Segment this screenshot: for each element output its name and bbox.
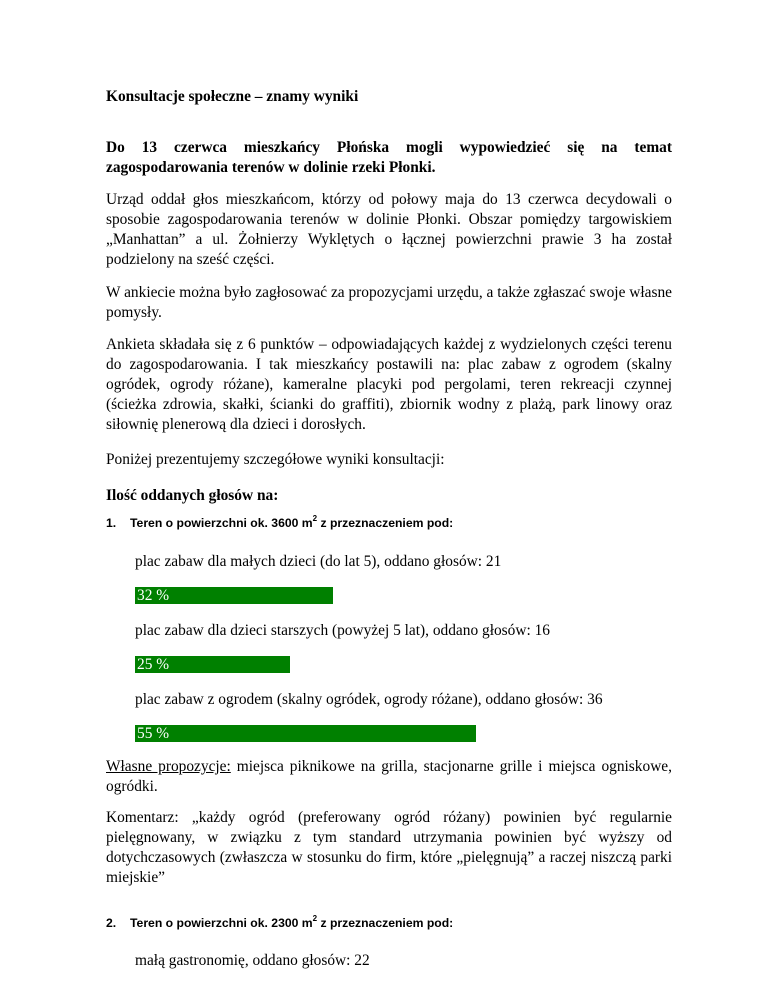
vote-item-2-bar <box>135 656 290 673</box>
section-2-heading-suffix: z przeznaczeniem pod: <box>317 916 454 930</box>
vote-item-3-label: plac zabaw z ogrodem (skalny ogródek, ogrody różane), oddano głosów: 36 <box>135 691 603 708</box>
section-2-heading-prefix: Teren o powierzchni ok. 2300 m <box>130 916 313 930</box>
section-2-heading <box>106 915 453 931</box>
vote-item-1-percent: 32 % <box>137 587 170 604</box>
vote-item-2-percent: 25 % <box>137 656 170 673</box>
survey-paragraph: W ankiecie można było zagłosować za propozycjami urzędu, a także zgłaszać swoje własne pomysły. <box>106 284 672 321</box>
details-intro: Poniżej prezentujemy szczegółowe wyniki konsultacji: <box>106 451 445 468</box>
section-2-heading-sup: 2 <box>312 913 318 923</box>
vote-item-1-bar <box>135 587 333 604</box>
vote-item-2-label: plac zabaw dla dzieci starszych (powyżej 5 lat), oddano głosów: 16 <box>135 622 550 639</box>
section-1-heading-prefix: Teren o powierzchni ok. 3600 m <box>130 516 313 530</box>
document-title: Konsultacje społeczne – znamy wyniki <box>106 88 359 105</box>
vote-item-1-label: plac zabaw dla małych dzieci (do lat 5), oddano głosów: 21 <box>135 553 502 570</box>
section-2-number: 2. <box>106 916 117 930</box>
section-1-number: 1. <box>106 516 117 530</box>
section-2-item-1-label: małą gastronomię, oddano głosów: 22 <box>135 952 370 969</box>
section-1-heading <box>106 515 453 531</box>
votes-heading: Ilość oddanych głosów na: <box>106 487 279 504</box>
section-1-heading-sup: 2 <box>312 513 318 523</box>
own-proposals-text: miejsca piknikowe na grilla, stacjonarne grille i miejsca ogniskowe, ogródki. <box>106 758 672 795</box>
comment-paragraph: Komentarz: „każdy ogród (preferowany ogród różany) powinien być regularnie pielęgnowany, w związku z tym standard utrzymania powinien być wyższy od dotychczasowych (zwłaszcza w stosunku do firm, które „pielęgnują” a raczej niszczą parki miejskie” <box>106 809 672 886</box>
vote-item-3-percent: 55 % <box>137 725 170 742</box>
results-summary-paragraph: Ankieta składała się z 6 punktów – odpowiadających każdej z wydzielonych części terenu do zagospodarowania. I tak mieszkańcy postawili na: plac zabaw z ogrodem (skalny ogródek, ogrody różane), kameralne placyki pod pergolami, teren rekreacji czynnej (ścieżka zdrowia, skałki, ścianki do graffiti), zbiornik wodny z plażą, park linowy oraz siłownię plenerową dla dzieci i dorosłych. <box>106 336 672 433</box>
section-1-heading-suffix: z przeznaczeniem pod: <box>317 516 454 530</box>
lead-paragraph: Do 13 czerwca mieszkańcy Płońska mogli wypowiedzieć się na temat zagospodarowania terenów w dolinie rzeki Płonki. <box>106 139 672 176</box>
own-proposals <box>106 757 672 797</box>
intro-paragraph: Urząd oddał głos mieszkańcom, którzy od połowy maja do 13 czerwca decydowali o sposobie zagospodarowania terenów w dolinie Płonki. Obszar pomiędzy targowiskiem „Manhattan” a ul. Żołnierzy Wyklętych o łącznej powierzchni prawie 3 ha został podzielony na sześć części. <box>106 191 672 268</box>
vote-item-3-bar <box>135 725 476 742</box>
own-proposals-label: Własne propozycje: <box>106 758 231 775</box>
